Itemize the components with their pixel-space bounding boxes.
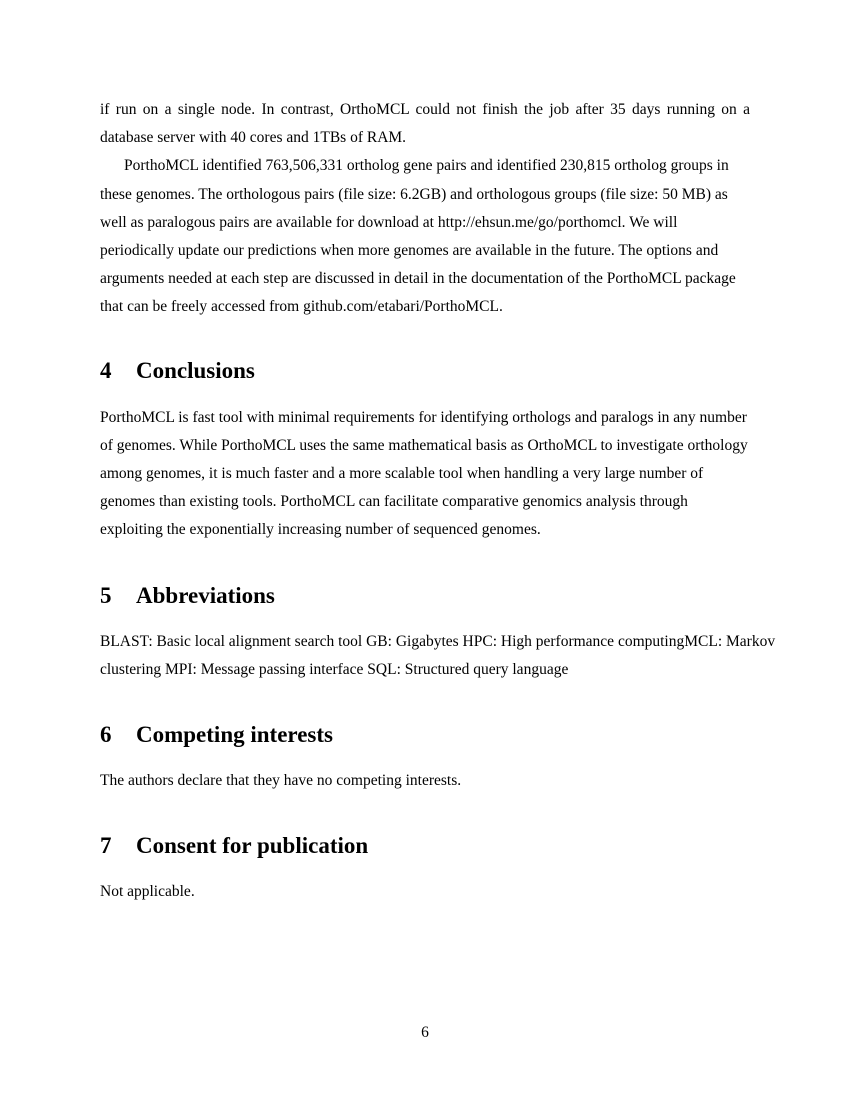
competing-interests-body: The authors declare that they have no competing interests. — [100, 772, 462, 790]
conclusions-body: PorthoMCL is fast tool with minimal requirements for identifying orthologs and paralogs in any number of genomes. While PorthoMCL uses the same mathematical basis as OrthoMCL to investigate orthology among genomes, it is much faster and a more scalable tool when handling a very large number of genomes than existing tools. PorthoMCL can facilitate comparative genomics analysis through exploiting the exponentially increasing number of sequenced genomes. — [100, 408, 748, 539]
section-number: 7 — [100, 833, 112, 859]
consent-body: Not applicable. — [100, 883, 195, 901]
section-number: 4 — [100, 357, 112, 383]
section-title: Conclusions — [136, 357, 255, 383]
section-title: Abbreviations — [136, 582, 275, 608]
page-number: 6 — [421, 1024, 429, 1041]
intro-paragraph-2: PorthoMCL identified 763,506,331 ortholog gene pairs and identified 230,815 ortholog groups in these genomes. The orthologous pairs (file size: 6.2GB) and orthologous groups (file size: 50 MB) as well as paralogous pairs are available for download at http://ehsun.me/go/porthomcl. We will periodically update our predictions when more genomes are available in the future. The options and arguments needed at each step are discussed in detail in the documentation of the PorthoMCL package that can be freely accessed from github.com/etabari/PorthoMCL. — [100, 157, 736, 316]
section-title: Consent for publication — [136, 833, 369, 859]
abbreviations-body: BLAST: Basic local alignment search tool GB: Gigabytes HPC: High performance computingMCL: Markov clustering MPI: Message passing interface SQL: Structured query language — [100, 632, 776, 678]
section-heading-abbreviations — [100, 583, 750, 609]
section-title: Competing interests — [136, 722, 333, 748]
intro-paragraph-1: if run on a single node. In contrast, OrthoMCL could not finish the job after 35 days running on a database server with 40 cores and 1TBs of RAM. — [100, 101, 750, 147]
section-number: 5 — [100, 582, 112, 608]
page-content — [100, 96, 776, 906]
section-heading-competing-interests — [100, 722, 750, 748]
section-number: 6 — [100, 722, 112, 748]
section-heading-conclusions — [100, 358, 750, 384]
section-heading-consent — [100, 833, 750, 859]
